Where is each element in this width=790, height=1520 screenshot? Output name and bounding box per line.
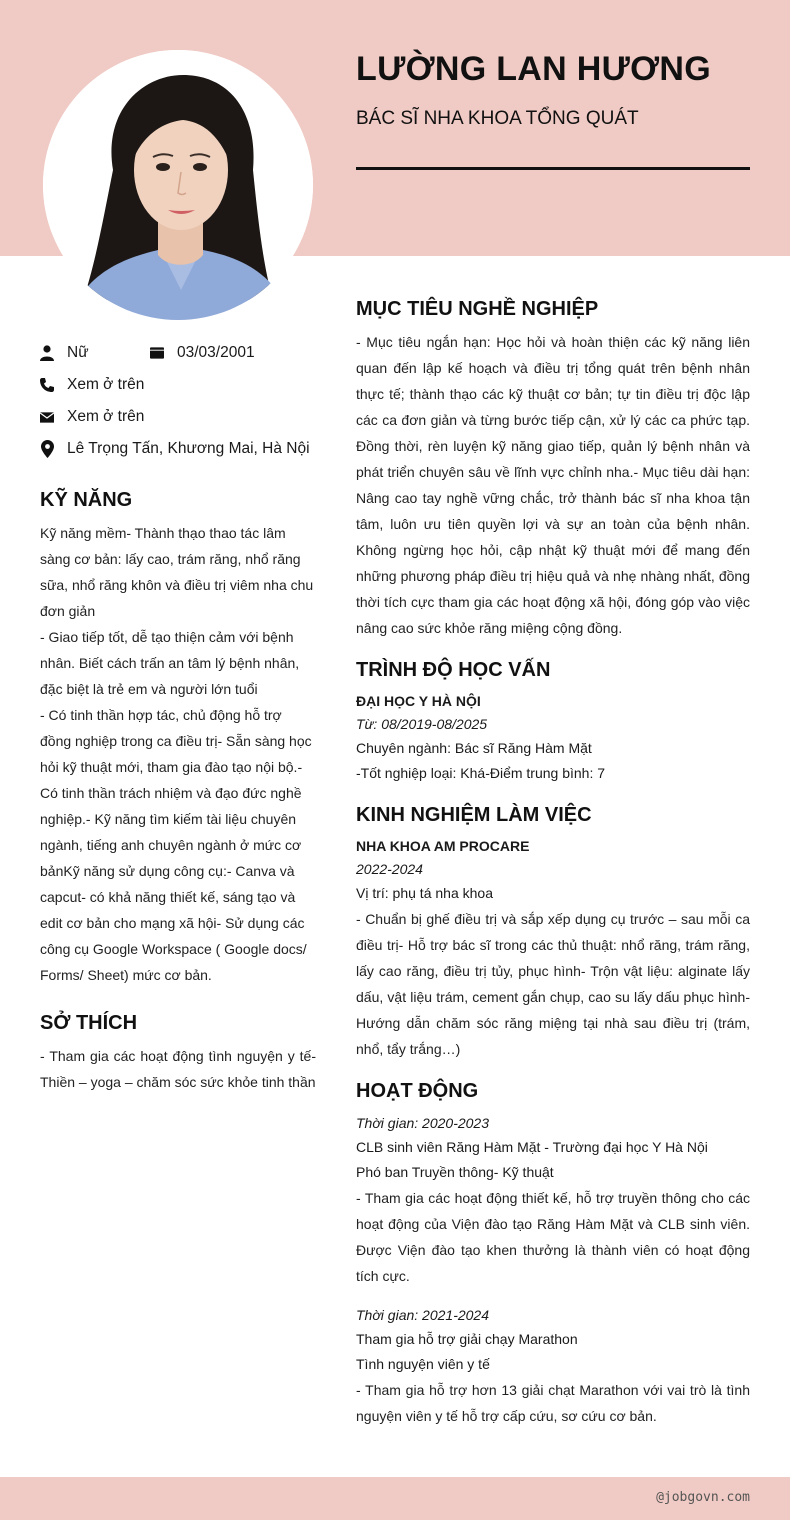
experience-heading: KINH NGHIỆM LÀM VIỆC bbox=[356, 804, 592, 826]
activity-details: - Tham gia hỗ trợ hơn 13 giải chạt Marathon với vai trò là tình nguyện viên y tế hỗ trợ cấp cứu, sơ cứu cơ bản. bbox=[356, 1382, 750, 1424]
objective-text: - Mục tiêu ngắn hạn: Học hỏi và hoàn thiện các kỹ năng liên quan đến lập kế hoạch và điều trị tổng quát trên bệnh nhân thực tế; thành thạo các kỹ thuật cơ bản; tự tin điều trị độc lập các ca đơn giản và từng bước tiếp cận, xử lý các ca phức tạp. Đồng thời, rèn luyện kỹ năng giao tiếp, quản lý bệnh nhân và phát triển chuyên sâu về lĩnh vực chỉnh nha.- Mục tiêu dài hạn: Nâng cao tay nghề vững chắc, trở thành bác sĩ nha khoa tận tâm, luôn ưu tiên quyền lợi và sự an toàn của bệnh nhân. Không ngừng học hỏi, cập nhật kỹ thuật mới để mang đến những phương pháp điều trị hiệu quả và nhẹ nhàng nhất, đồng thời tích cực tham gia các hoạt động xã hội, đóng góp vào việc nâng cao sức khỏe răng miệng cộng đồng. bbox=[356, 334, 750, 636]
activity-org: Tham gia hỗ trợ giải chạy Marathon bbox=[356, 1331, 578, 1347]
left-column bbox=[40, 337, 316, 1095]
hobbies-text: - Tham gia các hoạt động tình nguyện y tế- Thiền – yoga – chăm sóc sức khỏe tinh thần bbox=[40, 1048, 316, 1090]
skills-heading: KỸ NĂNG bbox=[40, 489, 133, 511]
contact-gender-birthdate bbox=[40, 337, 316, 369]
right-column bbox=[356, 298, 750, 1429]
contact-address bbox=[40, 433, 316, 465]
company-name: NHA KHOA AM PROCARE bbox=[356, 838, 530, 854]
birthdate-value: 03/03/2001 bbox=[177, 344, 255, 361]
education-major: Chuyên ngành: Bác sĩ Răng Hàm Mặt bbox=[356, 740, 592, 756]
activity-period: Thời gian: 2021-2024 bbox=[356, 1307, 489, 1323]
activity-item bbox=[356, 1303, 750, 1429]
location-pin-icon bbox=[40, 441, 54, 457]
contact-phone bbox=[40, 369, 316, 401]
job-title: BÁC SĨ NHA KHOA TỔNG QUÁT bbox=[356, 108, 639, 129]
footer-watermark: @jobgovn.com bbox=[656, 1490, 750, 1505]
activity-role: Phó ban Truyền thông- Kỹ thuật bbox=[356, 1164, 554, 1180]
profile-photo bbox=[43, 50, 313, 320]
address-value: Lê Trọng Tấn, Khương Mai, Hà Nội bbox=[67, 440, 310, 457]
school-name: ĐẠI HỌC Y HÀ NỘI bbox=[356, 693, 481, 709]
experience-details: - Chuẩn bị ghế điều trị và sắp xếp dụng cụ trước – sau mỗi ca điều trị- Hỗ trợ bác sĩ trong các thủ thuật: nhổ răng, trám răng, lấy cao răng, điều trị tủy, phục hình- Trộn vật liệu: alginate lấy dấu, vật liệu trám, cement gắn chụp, cao su lấy dấu phục hình- Hướng dẫn chăm sóc răng miệng tại nhà sau điều trị (trám, nhổ, tẩy trắng…) bbox=[356, 911, 750, 1057]
skills-paragraph: - Giao tiếp tốt, dễ tạo thiện cảm với bệnh nhân. Biết cách trấn an tâm lý bệnh nhân, đặc biệt là trẻ em và người lớn tuổi bbox=[40, 629, 300, 697]
activity-item bbox=[356, 1111, 750, 1289]
phone-icon bbox=[40, 377, 54, 393]
education-heading: TRÌNH ĐỘ HỌC VẤN bbox=[356, 659, 551, 681]
skills-text bbox=[40, 520, 316, 988]
experience-position: Vị trí: phụ tá nha khoa bbox=[356, 885, 493, 901]
mail-icon bbox=[40, 409, 54, 425]
education-grade: -Tốt nghiệp loại: Khá-Điểm trung bình: 7 bbox=[356, 765, 606, 781]
skills-paragraph: Kỹ năng mềm- Thành thạo thao tác lâm sàng cơ bản: lấy cao, trám răng, nhổ răng sữa, nhổ răng khôn và điều trị viêm nha chu đơn giản bbox=[40, 525, 314, 619]
activity-org: CLB sinh viên Răng Hàm Mặt - Trường đại học Y Hà Nội bbox=[356, 1139, 708, 1155]
skills-paragraph: - Có tinh thần hợp tác, chủ động hỗ trợ đồng nghiệp trong ca điều trị- Sẵn sàng học hỏi kỹ thuật mới, tham gia đào tạo nội bộ.- Có tinh thần trách nhiệm và đạo đức nghề nghiệp.- Kỹ năng tìm kiếm tài liệu chuyên ngành, tiếng anh chuyên ngành ở mức cơ bảnKỹ năng sử dụng công cụ:- Canva và capcut- có khả năng thiết kế, sáng tạo và edit cơ bản cho mạng xã hội- Sử dụng các công cụ Google Workspace ( Google docs/ Forms/ Sheet) mức cơ bản. bbox=[40, 707, 312, 983]
objective-heading: MỤC TIÊU NGHỀ NGHIỆP bbox=[356, 298, 599, 320]
activity-period: Thời gian: 2020-2023 bbox=[356, 1115, 489, 1131]
education-period: Từ: 08/2019-08/2025 bbox=[356, 716, 488, 732]
person-icon bbox=[40, 345, 54, 361]
hobbies-heading: SỞ THÍCH bbox=[40, 1012, 138, 1034]
phone-value: Xem ở trên bbox=[67, 376, 145, 393]
contact-email bbox=[40, 401, 316, 433]
activities-heading: HOẠT ĐỘNG bbox=[356, 1080, 479, 1102]
activity-details: - Tham gia các hoạt động thiết kế, hỗ trợ truyền thông cho các hoạt động của Viện đào tạo Răng Hàm Mặt và CLB sinh viên. Được Viện đào tạo khen thưởng là thành viên có hoạt động tích cực. bbox=[356, 1190, 750, 1284]
calendar-icon bbox=[150, 345, 164, 361]
activity-role: Tình nguyện viên y tế bbox=[356, 1356, 490, 1372]
candidate-name: LƯỜNG LAN HƯƠNG bbox=[356, 50, 712, 88]
gender-value: Nữ bbox=[67, 344, 89, 361]
title-divider bbox=[356, 167, 750, 170]
experience-period: 2022-2024 bbox=[356, 861, 423, 877]
email-value: Xem ở trên bbox=[67, 408, 145, 425]
